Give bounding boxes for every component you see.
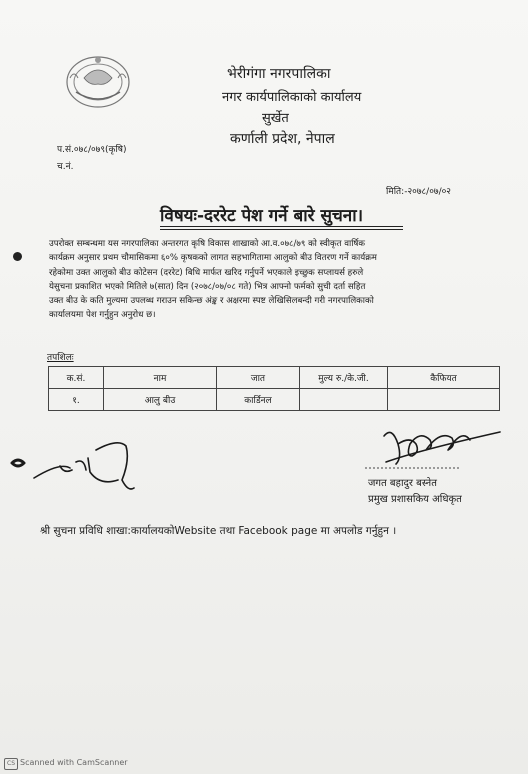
header-cell-remarks: कैफियत <box>388 367 500 389</box>
body-line: कार्यक्रम अनुसार प्रथम चौमासिकमा ६०% कृषकको लागत सहभागितामा आलुको बीउ वितरण गर्ने कार्यक्रम <box>49 253 377 264</box>
province-name: कर्णाली प्रदेश, नेपाल <box>230 131 335 147</box>
header-cell-name: नाम <box>104 367 217 389</box>
letter-date: मिति:-२०७८/०७/०२ <box>386 187 451 197</box>
signatory-name: जगत बहादुर बस्नेत <box>368 478 437 489</box>
dispatch-number: च.नं. <box>57 162 74 172</box>
scanner-watermark <box>4 758 128 770</box>
body-line: येसुचना प्रकाशित भएको मितिले ७(सात) दिन (२०७८/०७/०८ गते) भित्र आफ्नो फर्मको सुची दर्ता सहित <box>49 281 366 292</box>
district-name: सुर्खेत <box>262 111 289 126</box>
nepal-emblem-icon <box>62 48 134 112</box>
cell-name: आलु बीउ <box>104 389 217 411</box>
punch-hole <box>13 252 22 261</box>
subject-heading: विषयः-दररेट पेश गर्ने बारे सुचना। <box>160 206 364 226</box>
distribution-note: श्री सुचना प्रविधि शाखा:कार्यालयकोWebsite तथा Facebook page मा अपलोड गर्नुहुन । <box>40 525 397 537</box>
subject-underline <box>160 226 403 227</box>
body-line: उपरोक्त सम्बन्धमा यस नगरपालिका अन्तरगत कृषि विकास शाखाको आ.व.०७८/७९ को स्वीकृत वार्षिक <box>49 239 366 249</box>
municipality-name: भेरीगंगा नगरपालिका <box>227 66 331 82</box>
scanner-watermark-text: Scanned with CamScanner <box>20 758 128 767</box>
header-cell-price: मुल्य रु./के.जी. <box>300 367 388 389</box>
office-name: नगर कार्यपालिकाको कार्यालय <box>222 90 362 105</box>
cell-variety: कार्डिनल <box>217 389 300 411</box>
cell-sn: १. <box>49 389 104 411</box>
body-line: कार्यालयमा पेश गर्नुहुन अनुरोध छ। <box>49 310 156 321</box>
subject-underline <box>160 229 403 230</box>
header-cell-variety: जात <box>217 367 300 389</box>
header-cell-sn: क.सं. <box>49 367 104 389</box>
table-caption: तपशिलः <box>47 353 74 363</box>
letter-number: प.सं.०७८/०७९(कृषि) <box>57 145 127 155</box>
body-line: उक्त बीउ के कति मुल्यमा उपलब्ध गराउन सकिन्छ अंङ्क र अक्षरमा स्पष्ट लेखिसिलबन्दी गरी नगरपालिकाको <box>49 296 374 307</box>
notice-body <box>49 237 494 323</box>
signatory-title: प्रमुख प्रशासकिय अधिकृत <box>368 494 462 505</box>
table-header-row <box>49 367 500 389</box>
camscanner-logo-icon: CS <box>4 758 18 770</box>
body-line: रहेकोमा उक्त आलुको बीउ कोटेसन (दररेट) बिधि मार्फत खरिद गर्नुपर्ने भएकाले इच्छुक सप्लायर्स हरुले <box>49 267 364 278</box>
